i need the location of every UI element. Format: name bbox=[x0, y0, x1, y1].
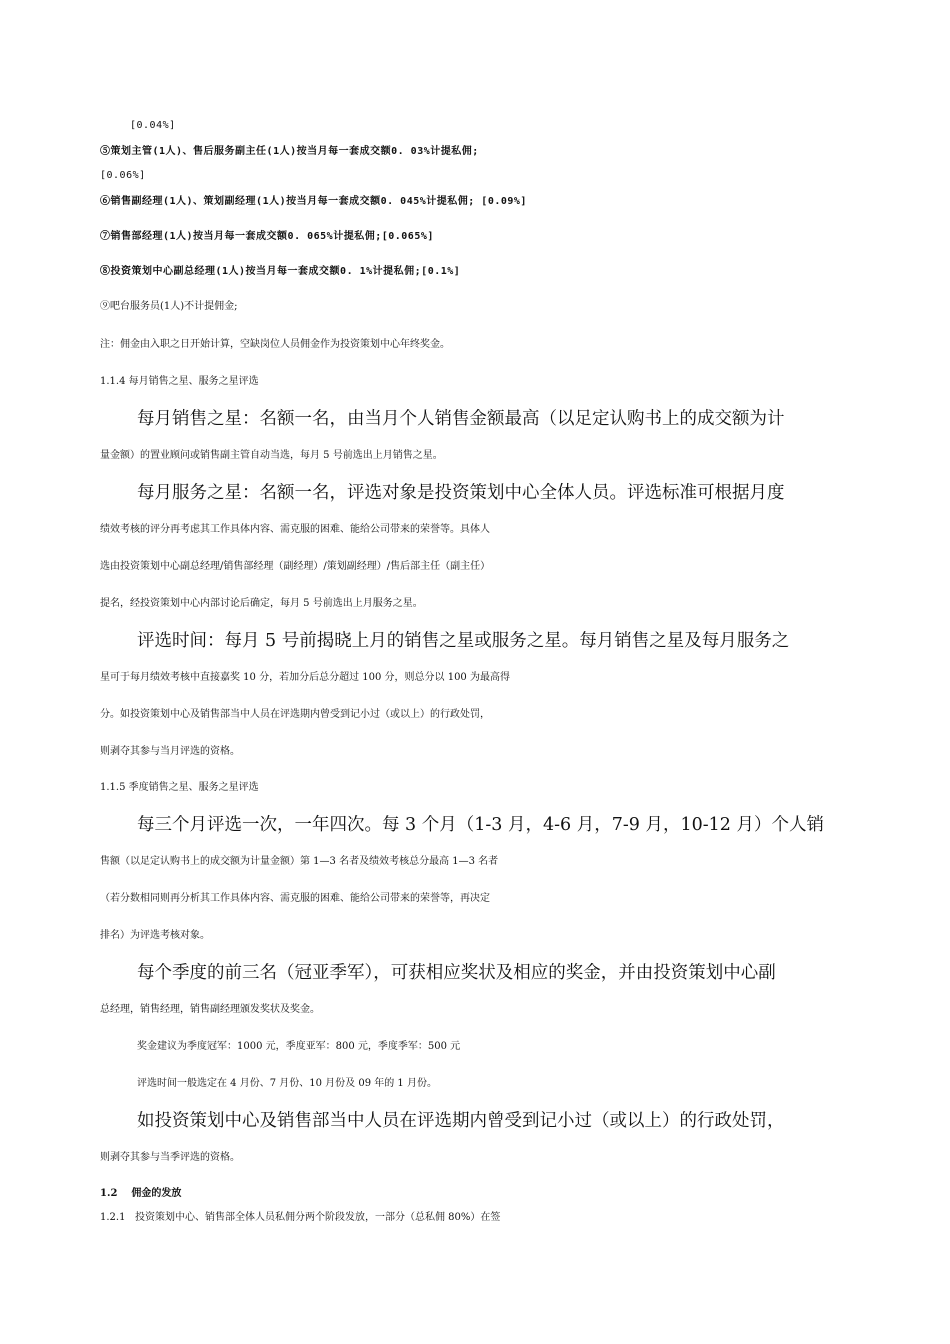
section-heading: 1.1.4 每月销售之星、服务之星评选 bbox=[100, 376, 259, 387]
section-heading: 1.1.5 季度销售之星、服务之星评选 bbox=[100, 782, 259, 793]
paragraph-line: 每月销售之星：名额一名，由当月个人销售金额最高（以足定认购书上的成交额为计 bbox=[137, 409, 785, 429]
paragraph-line: 如投资策划中心及销售部当中人员在评选期内曾受到记小过（或以上）的行政处罚， bbox=[137, 1111, 785, 1131]
paragraph-line: 则剥夺其参与当季评选的资格。 bbox=[100, 1152, 240, 1163]
section-heading-bold: 1.2 佣金的发放 bbox=[100, 1188, 182, 1199]
paragraph-line: 每个季度的前三名（冠亚季军），可获相应奖状及相应的奖金，并由投资策划中心副 bbox=[137, 963, 776, 983]
text-line: ⑤策划主管(1人)、售后服务副主任(1人)按当月每一套成交额0. 03%计提私佣; bbox=[100, 146, 479, 157]
paragraph-line: （若分数相同则再分析其工作具体内容、需克服的困难、能给公司带来的荣誉等，再决定 bbox=[100, 893, 490, 904]
text-line: ⑧投资策划中心副总经理(1人)按当月每一套成交额0. 1%计提私佣;[0.1%] bbox=[100, 266, 461, 277]
paragraph-line: 售额（以足定认购书上的成交额为计量金额）第 1—3 名者及绩效考核总分最高 1—3 名者 bbox=[100, 856, 499, 867]
paragraph-line: 评选时间：每月 5 号前揭晓上月的销售之星或服务之星。每月销售之星及每月服务之 bbox=[137, 631, 790, 651]
paragraph-line: 评选时间一般选定在 4 月份、7 月份、10 月份及 09 年的 1 月份。 bbox=[137, 1078, 437, 1089]
paragraph-line: 分。如投资策划中心及销售部当中人员在评选期内曾受到记小过（或以上）的行政处罚， bbox=[100, 709, 490, 720]
paragraph-line: 星可于每月绩效考核中直接嘉奖 10 分，若加分后总分超过 100 分，则总分以 100 为最高得 bbox=[100, 672, 510, 683]
paragraph-line: 则剥夺其参与当月评选的资格。 bbox=[100, 746, 240, 757]
paragraph-line: 1.2.1 投资策划中心、销售部全体人员私佣分两个阶段发放，一部分（总私佣 80%）在签 bbox=[100, 1212, 501, 1223]
paragraph-line: 提名，经投资策划中心内部讨论后确定，每月 5 号前选出上月服务之星。 bbox=[100, 598, 423, 609]
paragraph-line: 量金额）的置业顾问或销售副主管自动当选，每月 5 号前选出上月销售之星。 bbox=[100, 450, 443, 461]
paragraph-line: 每三个月评选一次，一年四次。每 3 个月（1-3 月，4-6 月，7-9 月，10-12 月）个人销 bbox=[137, 815, 825, 835]
paragraph-line: 每月服务之星：名额一名，评选对象是投资策划中心全体人员。评选标准可根据月度 bbox=[137, 483, 785, 503]
text-line: [0.04%] bbox=[130, 120, 176, 131]
paragraph-line: 奖金建议为季度冠军：1000 元，季度亚军：800 元，季度季军：500 元 bbox=[137, 1041, 461, 1052]
text-line: ⑦销售部经理(1人)按当月每一套成交额0. 065%计提私佣;[0.065%] bbox=[100, 231, 434, 242]
text-line: ⑨吧台服务员(1人)不计提佣金; bbox=[100, 301, 238, 312]
paragraph-line: 排名）为评选考核对象。 bbox=[100, 930, 210, 941]
paragraph-line: 总经理，销售经理，销售副经理颁发奖状及奖金。 bbox=[100, 1004, 320, 1015]
paragraph-line: 选由投资策划中心副总经理/销售部经理（副经理）/策划副经理）/售后部主任（副主任） bbox=[100, 561, 491, 572]
text-line: [0.06%] bbox=[100, 170, 146, 181]
text-line: ⑥销售副经理(1人)、策划副经理(1人)按当月每一套成交额0. 045%计提私佣; [0.09%] bbox=[100, 196, 527, 207]
paragraph-line: 绩效考核的评分再考虑其工作具体内容、需克服的困难、能给公司带来的荣誉等。具体人 bbox=[100, 524, 490, 535]
note-line: 注：佣金由入职之日开始计算，空缺岗位人员佣金作为投资策划中心年终奖金。 bbox=[100, 339, 450, 350]
